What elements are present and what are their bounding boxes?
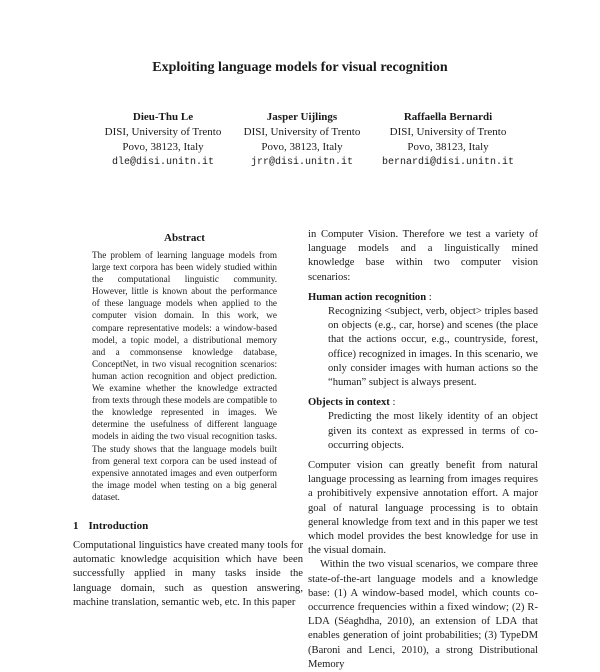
author-address: Povo, 38123, Italy	[407, 141, 489, 153]
author-affiliation: DISI, University of Trento	[389, 126, 507, 138]
author-affiliation: DISI, University of Trento	[104, 126, 222, 138]
body-paragraph: Computer vision can greatly benefit from natural language processing as learning from images requires a prohibitively expensive annotation effort. A major goal of natural language processing is to obtain general knowledge from text and in this paper we test which model provides the best knowledge for use in the visual domain.	[308, 460, 538, 557]
scenario-description: Recognizing <subject, verb, object> triples based on objects (e.g., car, horse) and scenes (the place that the actions occur, e.g., countryside, forest, office) recognized in images. In this scenario, we only consider images with human actions so the “human” subject is always present.	[328, 306, 538, 389]
author-email: dle@disi.unitn.it	[111, 157, 215, 168]
author-email: bernardi@disi.unitn.it	[381, 157, 515, 168]
scenario-description: Predicting the most likely identity of an object given its context as expressed in terms of co-occurring objects.	[328, 411, 538, 451]
abstract-heading: Abstract	[164, 232, 205, 244]
author-name: Dieu-Thu Le	[132, 111, 194, 123]
author-name: Jasper Uijlings	[266, 111, 338, 123]
body-paragraph: Within the two visual scenarios, we compare three state-of-the-art language models and a knowledge base: (1) A window-based model, which counts co-occurrence frequencies within a fixed window; (2) R-LDA (Séaghdha, 2010), an extension of LDA that enables generation of joint probabilities; (3) TypeDM (Baroni and Lenci, 2010), a strong Distributional Memory	[308, 559, 538, 670]
introduction-text: Computational linguistics have created many tools for automatic knowledge acquisition which have been successfully applied in many tasks inside the language domain, such as question answering, machine translation, semantic web, etc. In this paper	[73, 540, 303, 608]
author-block-3	[358, 110, 538, 170]
scenario-separator: :	[426, 291, 432, 303]
scenario-item-human-action	[308, 291, 538, 390]
scenario-separator: :	[389, 397, 396, 409]
right-column	[308, 228, 538, 672]
abstract-text: The problem of learning language models from large text corpora has been widely studied within the computational linguistic community. However, little is known about the performance of these language models when applied to the computer vision domain. In this work, we compare representative models: a window-based model, a topic model, a distributional memory and a commonsense knowledge database, ConceptNet, in two visual recognition scenarios: human action recognition and object prediction. We examine whether the knowledge extracted from texts through these models are compatible to the knowledge represented in images. We determine the usefulness of different language models in aiding the two visual recognition tasks. The study shows that the language models built from general text corpora can be used instead of expensive annotated images and even outperform the image model when testing on a big general dataset.	[92, 250, 277, 502]
section-heading-introduction	[73, 520, 303, 532]
scenario-item-objects-context	[308, 396, 538, 453]
scenario-term: Objects in context	[308, 397, 390, 409]
author-name: Raffaella Bernardi	[403, 111, 493, 123]
author-address: Povo, 38123, Italy	[122, 141, 204, 153]
author-affiliation: DISI, University of Trento	[243, 126, 361, 138]
author-email: jrr@disi.unitn.it	[250, 157, 354, 168]
section-title: Introduction	[88, 520, 149, 532]
scenario-term: Human action recognition	[308, 291, 427, 303]
right-intro-paragraph: in Computer Vision. Therefore we test a variety of language models and a linguistically mined knowledge base within two computer vision scenarios:	[308, 229, 538, 283]
section-number: 1	[73, 520, 79, 532]
paper-title: Exploiting language models for visual recognition	[152, 60, 448, 75]
author-address: Povo, 38123, Italy	[261, 141, 343, 153]
